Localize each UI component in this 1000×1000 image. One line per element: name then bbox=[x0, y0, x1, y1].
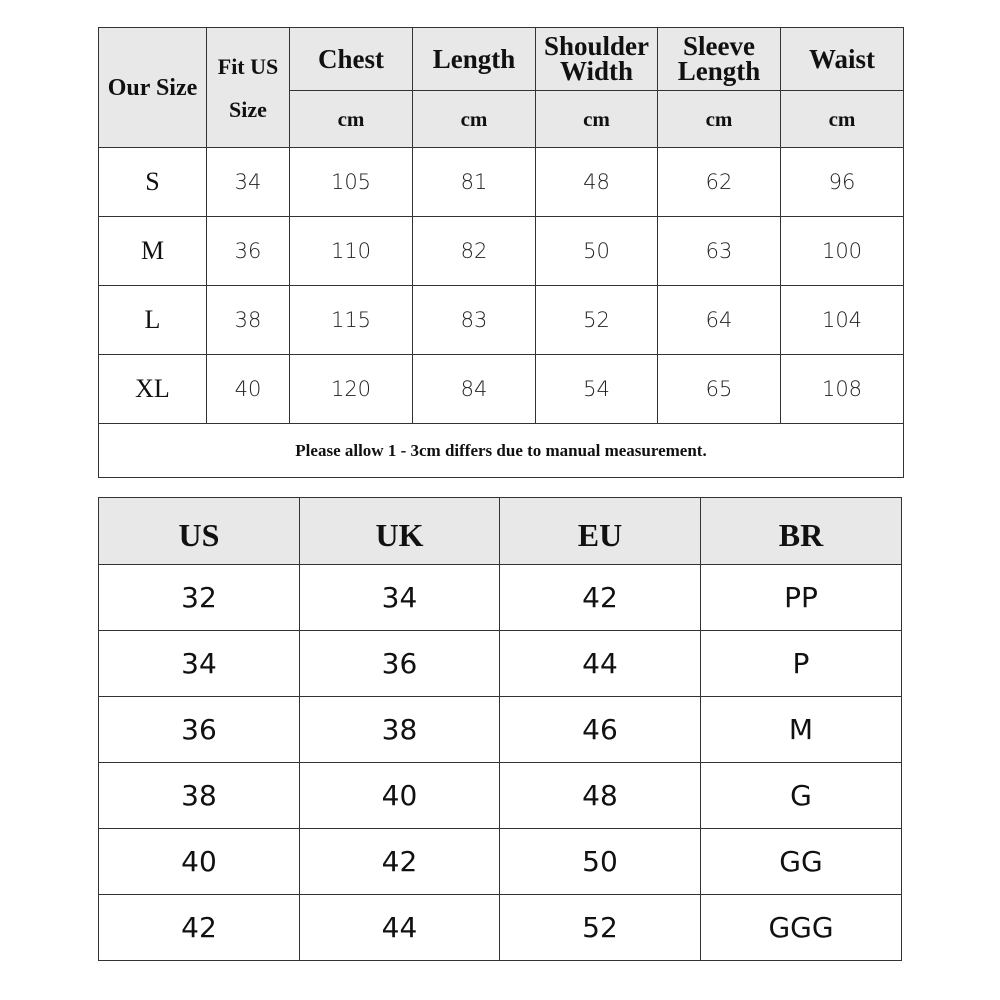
size-row bbox=[99, 148, 904, 217]
us-value: 42 bbox=[99, 895, 300, 961]
header-shoulder-line2: Width bbox=[559, 56, 634, 86]
header-length: Length bbox=[413, 28, 536, 91]
eu-value: 48 bbox=[500, 763, 701, 829]
uk-value: 42 bbox=[300, 829, 500, 895]
conversion-row bbox=[99, 763, 902, 829]
header-sleeve-length bbox=[658, 28, 781, 91]
us-value: 36 bbox=[99, 697, 300, 763]
fit-us-value: 40 bbox=[207, 355, 290, 424]
size-label: M bbox=[99, 217, 207, 286]
fit-us-value: 36 bbox=[207, 217, 290, 286]
waist-value: 100 bbox=[781, 217, 904, 286]
header-fit-us-line1: Fit US bbox=[217, 53, 279, 79]
length-value: 81 bbox=[413, 148, 536, 217]
size-label: S bbox=[99, 148, 207, 217]
size-label: L bbox=[99, 286, 207, 355]
us-value: 32 bbox=[99, 565, 300, 631]
br-value: P bbox=[701, 631, 902, 697]
unit-chest: cm bbox=[290, 91, 413, 148]
us-value: 38 bbox=[99, 763, 300, 829]
header-br: BR bbox=[701, 498, 902, 565]
chest-value: 120 bbox=[290, 355, 413, 424]
header-waist: Waist bbox=[781, 28, 904, 91]
length-value: 83 bbox=[413, 286, 536, 355]
conversion-row bbox=[99, 631, 902, 697]
header-chest: Chest bbox=[290, 28, 413, 91]
header-fit-us-line2: Size bbox=[229, 96, 267, 122]
uk-value: 36 bbox=[300, 631, 500, 697]
eu-value: 42 bbox=[500, 565, 701, 631]
header-uk: UK bbox=[300, 498, 500, 565]
conversion-row bbox=[99, 829, 902, 895]
us-value: 34 bbox=[99, 631, 300, 697]
header-sleeve-line2: Length bbox=[677, 56, 761, 86]
header-shoulder-width bbox=[536, 28, 658, 91]
br-value: PP bbox=[701, 565, 902, 631]
eu-value: 52 bbox=[500, 895, 701, 961]
sleeve-value: 62 bbox=[658, 148, 781, 217]
eu-value: 44 bbox=[500, 631, 701, 697]
size-conversion-table bbox=[98, 497, 902, 961]
sleeve-value: 64 bbox=[658, 286, 781, 355]
shoulder-value: 52 bbox=[536, 286, 658, 355]
conversion-row bbox=[99, 697, 902, 763]
unit-sleeve-length: cm bbox=[658, 91, 781, 148]
length-value: 84 bbox=[413, 355, 536, 424]
uk-value: 34 bbox=[300, 565, 500, 631]
chest-value: 110 bbox=[290, 217, 413, 286]
fit-us-value: 34 bbox=[207, 148, 290, 217]
br-value: GGG bbox=[701, 895, 902, 961]
eu-value: 46 bbox=[500, 697, 701, 763]
size-label: XL bbox=[99, 355, 207, 424]
size-row bbox=[99, 217, 904, 286]
fit-us-value: 38 bbox=[207, 286, 290, 355]
sleeve-value: 65 bbox=[658, 355, 781, 424]
waist-value: 108 bbox=[781, 355, 904, 424]
size-row bbox=[99, 355, 904, 424]
length-value: 82 bbox=[413, 217, 536, 286]
eu-value: 50 bbox=[500, 829, 701, 895]
conversion-row bbox=[99, 565, 902, 631]
us-value: 40 bbox=[99, 829, 300, 895]
chest-value: 115 bbox=[290, 286, 413, 355]
uk-value: 40 bbox=[300, 763, 500, 829]
chest-value: 105 bbox=[290, 148, 413, 217]
header-eu: EU bbox=[500, 498, 701, 565]
header-sleeve-line1: Sleeve bbox=[683, 31, 755, 61]
size-chart-table bbox=[98, 27, 904, 478]
uk-value: 38 bbox=[300, 697, 500, 763]
shoulder-value: 48 bbox=[536, 148, 658, 217]
unit-waist: cm bbox=[781, 91, 904, 148]
header-shoulder-line1: Shoulder bbox=[543, 31, 650, 61]
unit-length: cm bbox=[413, 91, 536, 148]
conversion-row bbox=[99, 895, 902, 961]
header-fit-us-size bbox=[207, 28, 290, 148]
br-value: M bbox=[701, 697, 902, 763]
shoulder-value: 54 bbox=[536, 355, 658, 424]
unit-shoulder-width: cm bbox=[536, 91, 658, 148]
waist-value: 96 bbox=[781, 148, 904, 217]
br-value: GG bbox=[701, 829, 902, 895]
shoulder-value: 50 bbox=[536, 217, 658, 286]
sleeve-value: 63 bbox=[658, 217, 781, 286]
waist-value: 104 bbox=[781, 286, 904, 355]
br-value: G bbox=[701, 763, 902, 829]
header-our-size: Our Size bbox=[99, 28, 207, 148]
uk-value: 44 bbox=[300, 895, 500, 961]
header-us: US bbox=[99, 498, 300, 565]
size-row bbox=[99, 286, 904, 355]
measurement-note: Please allow 1 - 3cm differs due to manual measurement. bbox=[99, 424, 904, 478]
